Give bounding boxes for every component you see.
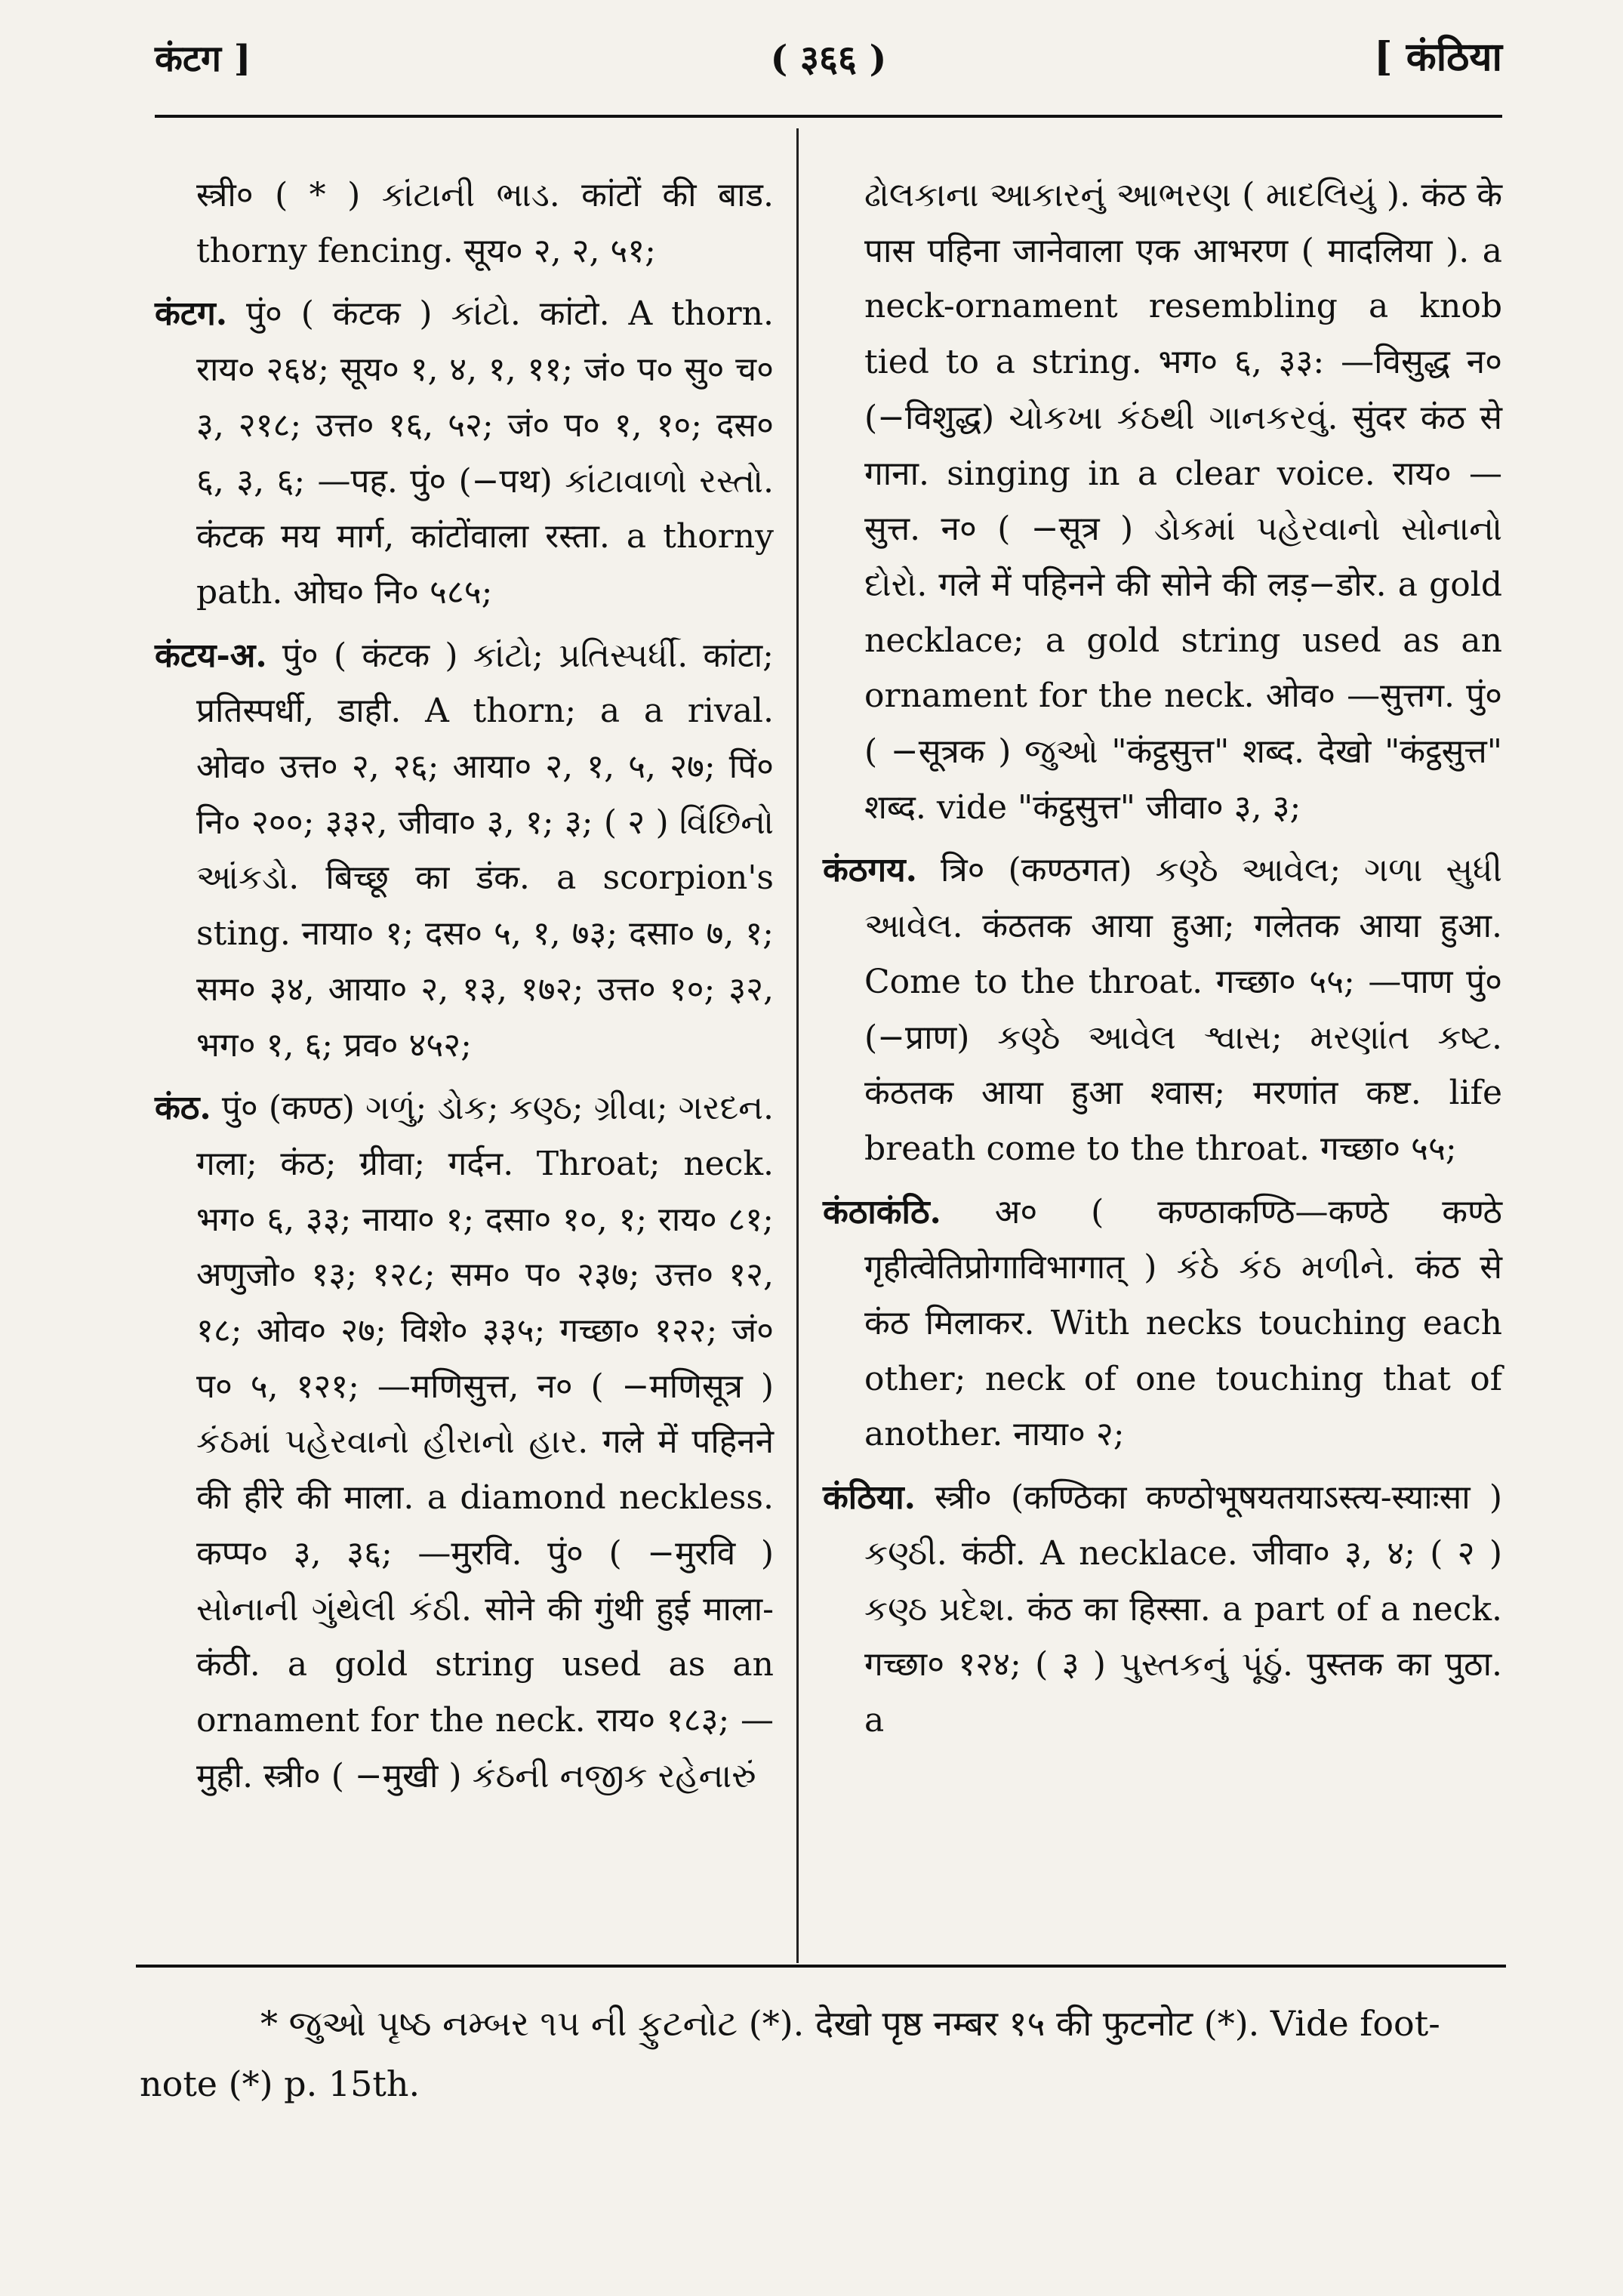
dictionary-entry — [155, 286, 774, 620]
entry-text: पुं० (कण्ठ) ગળું; ડોક; કણ્ઠ; ગ્રીવા; ગરદન. गला; कंठ; ग्रीवा; गर्दन. Throat; neck. भग० ६, ३३; नाया० १; दसा० १०, १; राय० ८१; अणुजो० १३; १२८; सम० प० २३७; उत्त० १२, १८; ओव० २७; विशे० ३३५; गच्छा० १२२; जं० प० ५, १२१; —मणिसुत्त, न० ( −मणिसूत्र ) કંઠમાં પહેરવાનો હીરાનો હાર. गले में पहिनने की हीरे की माला. a diamond neckless. कप्प० ३, ३६; —मुरवि. पुं० ( −मुरवि ) સોનાની ગુંથેલી કંઠી. सोने की गुंथी हुई माला-कंठी. a gold string used as an ornament for the neck. राय० १८३; —मुही. स्त्री० ( −मुखी ) કંઠની નજીક રહેનારું — [196, 1089, 774, 1795]
entry-text: ઢોલકાના આકારનું આભરણ ( માદલિયું ). कंठ के पास पहिना जानेवाला एक आभरण ( मादलिया ). a neck-ornament resembling a knob tied to a string. भग० ६, ३३: —विसुद्ध न० (−विशुद्ध) ચોકખા કંઠથી ગાનકરવું. सुंदर कंठ से गाना. singing in a clear voice. राय० —सुत्त. न० ( −सूत्र ) ડોકમાં પહેરવાનો સોનાનો દોરો. गले में पहिनने की सोने की लड़−डोर. a gold necklace; a gold string used as an ornament for the neck. ओव० —सुत्तग. पुं० ( −सूत्रक ) જુઓ "कंट्ठसुत्त" शब्द. देखो "कंट्ठसुत्त" शब्द. vide "कंट्ठसुत्त" जीवा० ३, ३; — [864, 176, 1502, 827]
column-divider — [796, 128, 799, 1963]
footnote: * જુઓ પૃષ્ઠ નમ્બર ૧૫ ની ફુટનોટ (*). देखो पृष्ठ नम्बर १५ की फुटनोट (*). Vide foot-note (*) p. 15th. — [140, 2003, 1440, 2104]
dictionary-entry — [155, 168, 774, 279]
entry-text: त्रि० (कण्ठगत) કણ્ઠે આવેલ; ગળા સુધી આવેલ. कंठतक आया हुआ; गलेतक आया हुआ. Come to the throat. गच्छा० ५५; —पाण पुं० (−प्राण) કણ્ઠે આવેલ શ્વાસ; મરણાંત કષ્ટ. कंठतक आया हुआ श्वास; मरणांत कष्ट. life breath come to the throat. गच्छा० ५५; — [864, 851, 1502, 1168]
entry-headword: कंटय-अ. — [155, 636, 267, 675]
dictionary-entry — [155, 1080, 774, 1804]
dictionary-entry — [823, 1470, 1502, 1749]
right-running-headword: [ कंठिया — [1374, 34, 1502, 80]
page-number: ( ३६६ ) — [770, 38, 887, 80]
dictionary-entry — [823, 1185, 1502, 1463]
entry-text: स्त्री० (कण्ठिका कण्ठोभूषयतयाऽस्त्य-स्याःसा ) કણ્ઠી. कंठी. A necklace. जीवा० ३, ४; ( २ ) કણ્ઠ પ્રદેશ. कंठ का हिस्सा. a part of a neck. गच्छा० १२४; ( ३ ) પુસ્તકનું પૂંઠું. पुस्तक का पुठा. a — [864, 1478, 1502, 1740]
dictionary-entry — [155, 628, 774, 1074]
page-header — [155, 23, 1502, 106]
entry-headword: कंठिया. — [823, 1478, 916, 1518]
entry-text: स्त्री० ( * ) કાંટાની ભાડ. कांटों की बाड. thorny fencing. सूय० २, २, ५१; — [196, 176, 774, 270]
right-column — [823, 168, 1502, 1756]
dictionary-entry — [823, 168, 1502, 835]
entry-text: पुं० ( कंटक ) કાંટો; પ્રતિસ્પર્ધી. कांटा; प्रतिस्पर्धी, डाही. A thorn; a a rival. ओव० उत्त० २, २६; आया० २, १, ५, २७; पिं० नि० २००; ३३२, जीवा० ३, १; ३; ( २ ) વિંછિનો આંકડો. बिच्छू का डंक. a scorpion's sting. नाया० १; दस० ५, १, ७३; दसा० ७, १; सम० ३४, आया० २, १३, १७२; उत्त० १०; ३२, भग० १, ६; प्रव० ४५२; — [196, 636, 774, 1065]
left-running-headword: कंटग ] — [155, 38, 251, 80]
entry-headword: कंठगय. — [823, 851, 917, 890]
entry-headword: कंठाकंठि. — [823, 1192, 941, 1231]
entry-headword: कंठ. — [155, 1089, 211, 1128]
left-column — [155, 168, 774, 1811]
entry-headword: कंटग. — [155, 294, 228, 334]
footnote-rule — [136, 1965, 1506, 1968]
header-rule — [155, 115, 1502, 118]
entry-text: पुं० ( कंटक ) કાંટો. कांटो. A thorn. राय० २६४; सूय० १, ४, १, ११; जं० प० सु० च० ३, २१८; उत्त० १६, ५२; जं० प० १, १०; दस० ६, ३, ६; —पह. पुं० (−पथ) કાંટાવાળો રસ્તો. कंटक मय मार्ग, कांटोंवाला रस्ता. a thorny path. ओघ० नि० ५८५; — [196, 294, 774, 612]
dictionary-entry — [823, 843, 1502, 1176]
entry-text: अ० ( कण्ठाकण्ठि—कण्ठे कण्ठे गृहीत्वेतिप्रोगाविभागात् ) કંઠે કંઠ મળીને. कंठ से कंठ मिलाकर. With necks touching each other; neck of one touching that of another. नाया० २; — [864, 1192, 1502, 1454]
